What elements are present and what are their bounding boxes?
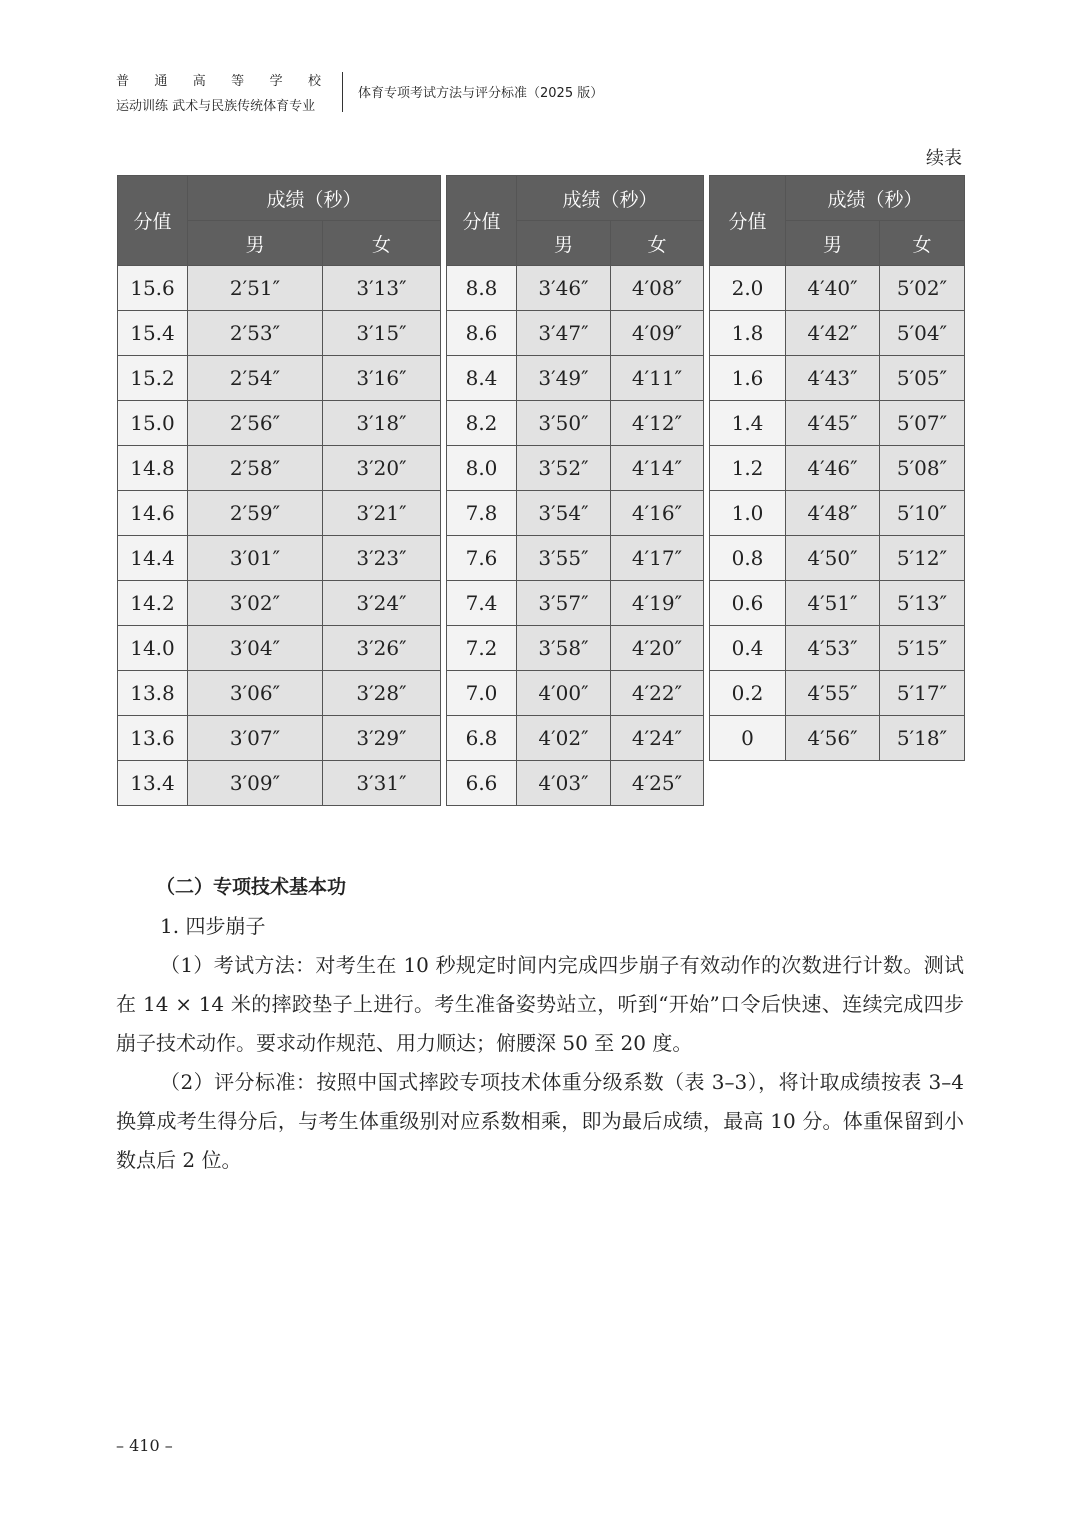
table-row: [447, 356, 704, 401]
female-time-cell: 3′24″: [323, 581, 441, 626]
male-time-cell: 2′51″: [188, 266, 323, 311]
header-left: [116, 70, 326, 114]
score-cell: 14.4: [118, 536, 188, 581]
subsection-heading: 1. 四步崩子: [160, 914, 266, 938]
score-header: 分值: [118, 176, 188, 266]
female-time-cell: 5′13″: [880, 581, 965, 626]
score-cell: 1.8: [710, 311, 786, 356]
table-row: [710, 401, 965, 446]
score-cell: 8.8: [447, 266, 517, 311]
female-time-cell: 3′23″: [323, 536, 441, 581]
table-row: [118, 356, 441, 401]
table-row: [447, 266, 704, 311]
male-time-cell: 2′59″: [188, 491, 323, 536]
score-cell: 8.4: [447, 356, 517, 401]
score-cell: 13.4: [118, 761, 188, 806]
score-cell: 8.6: [447, 311, 517, 356]
male-time-cell: 4′55″: [786, 671, 880, 716]
male-time-cell: 4′50″: [786, 536, 880, 581]
result-header: 成绩（秒）: [517, 176, 704, 221]
table-row: [118, 311, 441, 356]
male-time-cell: 3′52″: [517, 446, 611, 491]
score-cell: 13.8: [118, 671, 188, 716]
female-time-cell: 5′12″: [880, 536, 965, 581]
result-header: 成绩（秒）: [786, 176, 965, 221]
female-time-cell: 3′18″: [323, 401, 441, 446]
female-time-cell: 5′04″: [880, 311, 965, 356]
table-row: [118, 761, 441, 806]
male-time-cell: 4′43″: [786, 356, 880, 401]
male-time-cell: 4′03″: [517, 761, 611, 806]
male-header: 男: [786, 221, 880, 266]
female-time-cell: 4′12″: [611, 401, 704, 446]
female-time-cell: 5′02″: [880, 266, 965, 311]
table-row: [118, 626, 441, 671]
male-time-cell: 3′06″: [188, 671, 323, 716]
score-cell: 6.8: [447, 716, 517, 761]
table-row: [710, 356, 965, 401]
table-row: [447, 761, 704, 806]
header-left-line1: 普 通 高 等 学 校: [116, 74, 321, 89]
female-time-cell: 4′08″: [611, 266, 704, 311]
male-header: 男: [517, 221, 611, 266]
female-header: 女: [323, 221, 441, 266]
table-row: [118, 491, 441, 536]
female-time-cell: 5′05″: [880, 356, 965, 401]
male-time-cell: 4′46″: [786, 446, 880, 491]
male-time-cell: 4′51″: [786, 581, 880, 626]
score-cell: 14.0: [118, 626, 188, 671]
score-cell: 14.2: [118, 581, 188, 626]
score-cell: 14.6: [118, 491, 188, 536]
table-row: [118, 401, 441, 446]
score-table-block-3: [709, 175, 965, 761]
female-time-cell: 3′28″: [323, 671, 441, 716]
male-time-cell: 3′04″: [188, 626, 323, 671]
header-right-title: 体育专项考试方法与评分标准（2025 版）: [358, 86, 604, 101]
female-time-cell: 3′31″: [323, 761, 441, 806]
female-time-cell: 5′15″: [880, 626, 965, 671]
male-time-cell: 4′40″: [786, 266, 880, 311]
female-time-cell: 4′11″: [611, 356, 704, 401]
table-row: [710, 716, 965, 761]
table-row: [447, 491, 704, 536]
male-time-cell: 3′57″: [517, 581, 611, 626]
score-cell: 0.6: [710, 581, 786, 626]
score-cell: 0.4: [710, 626, 786, 671]
score-cell: 15.4: [118, 311, 188, 356]
score-cell: 0.8: [710, 536, 786, 581]
male-time-cell: 4′53″: [786, 626, 880, 671]
female-time-cell: 4′14″: [611, 446, 704, 491]
table-row: [710, 581, 965, 626]
table-row: [710, 446, 965, 491]
female-time-cell: 3′20″: [323, 446, 441, 491]
score-cell: 7.4: [447, 581, 517, 626]
male-time-cell: 2′53″: [188, 311, 323, 356]
table-row: [447, 536, 704, 581]
male-time-cell: 3′58″: [517, 626, 611, 671]
header-left-line2: 运动训练 武术与民族传统体育专业: [116, 99, 316, 114]
score-cell: 15.2: [118, 356, 188, 401]
female-time-cell: 4′16″: [611, 491, 704, 536]
score-cell: 15.0: [118, 401, 188, 446]
continued-label: 续表: [926, 148, 962, 169]
table-row: [447, 671, 704, 716]
score-header: 分值: [710, 176, 786, 266]
female-time-cell: 5′18″: [880, 716, 965, 761]
score-cell: 1.6: [710, 356, 786, 401]
score-cell: 6.6: [447, 761, 517, 806]
score-table-block-2: [446, 175, 704, 806]
table-row: [447, 311, 704, 356]
table-row: [447, 716, 704, 761]
table-row: [710, 536, 965, 581]
score-cell: 13.6: [118, 716, 188, 761]
male-time-cell: 2′58″: [188, 446, 323, 491]
male-time-cell: 4′48″: [786, 491, 880, 536]
male-time-cell: 4′02″: [517, 716, 611, 761]
score-cell: 7.0: [447, 671, 517, 716]
table-row: [447, 626, 704, 671]
paragraph-test-method: （1）考试方法：对考生在 10 秒规定时间内完成四步崩子有效动作的次数进行计数。测试在 14 × 14 米的摔跤垫子上进行。考生准备姿势站立，听到“开始”口令后快速、连续完成四步崩子技术动作。要求动作规范、用力顺达；俯腰深 50 至 20 度。: [116, 953, 964, 1055]
male-time-cell: 4′45″: [786, 401, 880, 446]
score-cell: 14.8: [118, 446, 188, 491]
male-time-cell: 4′56″: [786, 716, 880, 761]
score-cell: 8.0: [447, 446, 517, 491]
female-time-cell: 4′22″: [611, 671, 704, 716]
male-time-cell: 4′42″: [786, 311, 880, 356]
table-row: [118, 266, 441, 311]
score-cell: 1.2: [710, 446, 786, 491]
female-time-cell: 5′07″: [880, 401, 965, 446]
table-row: [710, 671, 965, 716]
male-time-cell: 3′07″: [188, 716, 323, 761]
table-row: [118, 671, 441, 716]
female-time-cell: 3′21″: [323, 491, 441, 536]
score-cell: 7.2: [447, 626, 517, 671]
male-time-cell: 2′56″: [188, 401, 323, 446]
page-number: – 410 –: [116, 1436, 173, 1455]
section-content: [116, 868, 964, 1180]
male-time-cell: 3′50″: [517, 401, 611, 446]
female-time-cell: 3′29″: [323, 716, 441, 761]
score-cell: 7.8: [447, 491, 517, 536]
table-row: [447, 581, 704, 626]
table-row: [710, 266, 965, 311]
table-row: [118, 581, 441, 626]
result-header: 成绩（秒）: [188, 176, 441, 221]
score-cell: 2.0: [710, 266, 786, 311]
table-row: [710, 626, 965, 671]
female-time-cell: 4′25″: [611, 761, 704, 806]
score-cell: 8.2: [447, 401, 517, 446]
female-time-cell: 5′10″: [880, 491, 965, 536]
male-time-cell: 3′54″: [517, 491, 611, 536]
male-time-cell: 3′49″: [517, 356, 611, 401]
female-time-cell: 3′13″: [323, 266, 441, 311]
score-cell: 1.0: [710, 491, 786, 536]
table-row: [710, 491, 965, 536]
section-heading: （二）专项技术基本功: [156, 876, 347, 898]
paragraph-scoring-standard: （2）评分标准：按照中国式摔跤专项技术体重分级系数（表 3–3），将计取成绩按表 3–4 换算成考生得分后，与考生体重级别对应系数相乘，即为最后成绩，最高 10 分。体重保留到小数点后 2 位。: [116, 1070, 964, 1172]
male-header: 男: [188, 221, 323, 266]
score-header: 分值: [447, 176, 517, 266]
female-time-cell: 4′24″: [611, 716, 704, 761]
male-time-cell: 3′02″: [188, 581, 323, 626]
female-time-cell: 4′17″: [611, 536, 704, 581]
table-row: [118, 446, 441, 491]
male-time-cell: 3′55″: [517, 536, 611, 581]
score-cell: 1.4: [710, 401, 786, 446]
score-cell: 7.6: [447, 536, 517, 581]
male-time-cell: 3′09″: [188, 761, 323, 806]
female-header: 女: [611, 221, 704, 266]
female-time-cell: 3′26″: [323, 626, 441, 671]
score-cell: 15.6: [118, 266, 188, 311]
table-row: [118, 536, 441, 581]
score-cell: 0.2: [710, 671, 786, 716]
female-time-cell: 4′19″: [611, 581, 704, 626]
table-row: [447, 446, 704, 491]
male-time-cell: 4′00″: [517, 671, 611, 716]
score-table-block-1: [117, 175, 441, 806]
female-time-cell: 4′20″: [611, 626, 704, 671]
table-row: [447, 401, 704, 446]
male-time-cell: 3′01″: [188, 536, 323, 581]
male-time-cell: 2′54″: [188, 356, 323, 401]
female-time-cell: 3′15″: [323, 311, 441, 356]
female-time-cell: 3′16″: [323, 356, 441, 401]
score-cell: 0: [710, 716, 786, 761]
table-row: [710, 311, 965, 356]
table-row: [118, 716, 441, 761]
male-time-cell: 3′46″: [517, 266, 611, 311]
female-time-cell: 5′08″: [880, 446, 965, 491]
female-time-cell: 5′17″: [880, 671, 965, 716]
male-time-cell: 3′47″: [517, 311, 611, 356]
female-header: 女: [880, 221, 965, 266]
header-divider: [342, 72, 343, 112]
female-time-cell: 4′09″: [611, 311, 704, 356]
